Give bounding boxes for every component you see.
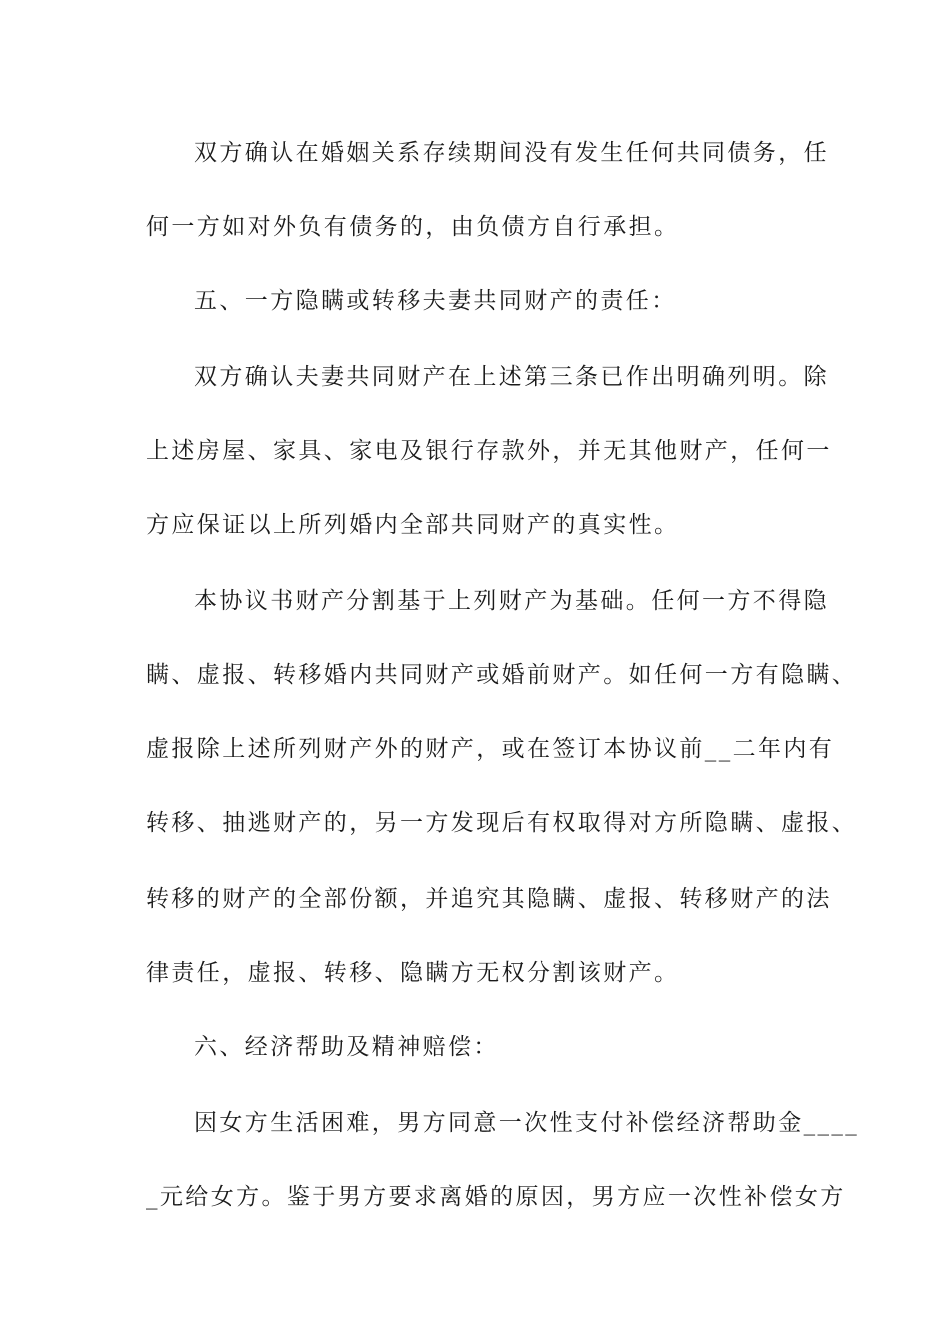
paragraph-line: 律责任，虚报、转移、隐瞒方无权分割该财产。: [146, 960, 680, 986]
paragraph-line: 因女方生活困难，男方同意一次性支付补偿经济帮助金____: [194, 1110, 860, 1136]
paragraph-line: 虚报除上述所列财产外的财产，或在签订本协议前__二年内有: [146, 736, 835, 762]
paragraph-line: 转移的财产的全部份额，并追究其隐瞒、虚报、转移财产的法: [146, 886, 832, 912]
paragraph-line: 双方确认在婚姻关系存续期间没有发生任何共同债务，任: [194, 140, 829, 166]
paragraph-line: 本协议书财产分割基于上列财产为基础。任何一方不得隐: [194, 588, 829, 614]
section-heading: 五、一方隐瞒或转移夫妻共同财产的责任：: [194, 288, 677, 314]
paragraph-line: 方应保证以上所列婚内全部共同财产的真实性。: [146, 512, 680, 538]
paragraph-line: _元给女方。鉴于男方要求离婚的原因，男方应一次性补偿女方: [146, 1184, 846, 1210]
paragraph-line: 转移、抽逃财产的，另一方发现后有权取得对方所隐瞒、虚报、: [146, 810, 858, 836]
paragraph-line: 何一方如对外负有债务的，由负债方自行承担。: [146, 214, 680, 240]
section-heading: 六、经济帮助及精神赔偿：: [194, 1034, 499, 1060]
paragraph-line: 上述房屋、家具、家电及银行存款外，并无其他财产，任何一: [146, 438, 832, 464]
paragraph-line: 双方确认夫妻共同财产在上述第三条已作出明确列明。除: [194, 364, 829, 390]
paragraph-line: 瞒、虚报、转移婚内共同财产或婚前财产。如任何一方有隐瞒、: [146, 662, 858, 688]
